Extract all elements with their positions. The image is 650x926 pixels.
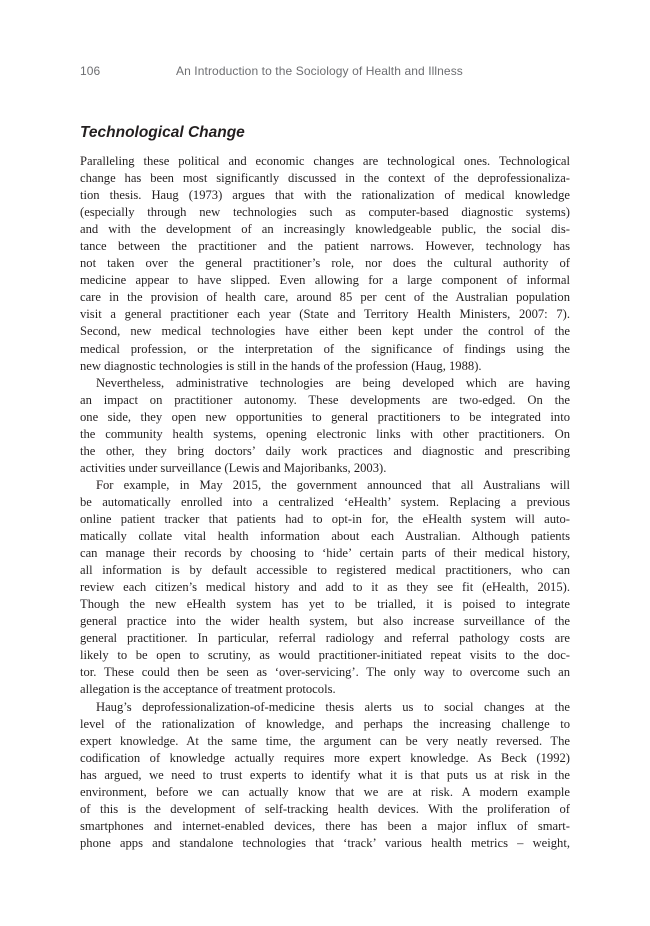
paragraph-line: of this is the development of self-tracking health devices. With the proliferation of (80, 801, 570, 816)
running-head (80, 64, 570, 82)
paragraph-line: visit a general practitioner each year (State and Territory Health Ministers, 2007: 7). (80, 307, 570, 322)
paragraph-line: care in the provision of health care, around 85 per cent of the Australian population (80, 290, 570, 305)
paragraph-line: an impact on practitioner autonomy. These developments are two-edged. On the (80, 392, 570, 407)
paragraph-line: medical profession, or the interpretation of the significance of findings using the (80, 341, 570, 356)
page-number: 106 (80, 64, 101, 78)
paragraph-1 (80, 153, 570, 375)
paragraph-line: tion thesis. Haug (1973) argues that with the rationalization of medical knowledge (80, 188, 570, 203)
paragraph-line: the other, they bring doctors’ daily work practices and diagnostic and prescribing (80, 443, 570, 458)
paragraph-line: has argued, we need to trust experts to identify what it is that puts us at risk in the (80, 767, 570, 782)
paragraph-line: Second, new medical technologies have either been kept under the control of the (80, 324, 570, 339)
paragraph-line: review each citizen’s medical history and add to it as they see fit (eHealth, 2015). (80, 580, 570, 595)
paragraph-line: can manage their records by choosing to ‘hide’ certain parts of their medical history, (80, 546, 570, 561)
paragraph-3 (80, 477, 570, 699)
paragraph-line: all information is by default accessible to registered medical practitioners, who can (80, 563, 570, 578)
paragraph-line: general practitioner. In particular, referral radiology and referral pathology costs are (80, 631, 570, 646)
paragraph-line: likely to be open to scrutiny, as would practitioner-initiated repeat visits to the doc- (80, 648, 570, 663)
paragraph-line: not taken over the general practitioner’s role, nor does the cultural authority of (80, 256, 570, 271)
paragraph-line: environment, before we can actually know that we are at risk. A modern example (80, 784, 570, 799)
book-title: An Introduction to the Sociology of Health and Illness (176, 64, 463, 78)
body-text (80, 153, 570, 852)
paragraph-2 (80, 375, 570, 477)
paragraph-4 (80, 699, 570, 852)
paragraph-line: expert knowledge. At the same time, the argument can be very neatly reversed. The (80, 733, 570, 748)
paragraph-line: matically collate vital health information about each Australian. Although patients (80, 529, 570, 544)
paragraph-line: be automatically enrolled into a centralized ‘eHealth’ system. Replacing a previous (80, 494, 570, 509)
paragraph-line: activities under surveillance (Lewis and Majoribanks, 2003). (80, 460, 387, 475)
paragraph-line: new diagnostic technologies is still in the hands of the profession (Haug, 1988). (80, 358, 482, 373)
paragraph-line: Nevertheless, administrative technologies are being developed which are having (96, 375, 570, 390)
paragraph-line: general practice into the wider health system, but also increase surveillance of the (80, 614, 570, 629)
paragraph-line: medicine appear to have slipped. Even allowing for a large component of informal (80, 273, 570, 288)
paragraph-line: tor. These could then be seen as ‘over-servicing’. The only way to overcome such an (80, 665, 570, 680)
paragraph-line: change has been most significantly discussed in the context of the deprofessionaliza- (80, 171, 570, 186)
paragraph-line: one side, they open new opportunities to general practitioners to be integrated into (80, 409, 570, 424)
paragraph-line: Paralleling these political and economic changes are technological ones. Technological (80, 154, 570, 168)
paragraph-line: For example, in May 2015, the government announced that all Australians will (96, 477, 570, 492)
paragraph-line: tance between the practitioner and the patient narrows. However, technology has (80, 239, 570, 254)
paragraph-line: level of the rationalization of knowledge, and perhaps the increasing challenge to (80, 716, 570, 731)
paragraph-line: and with the development of an increasingly knowledgeable public, the social dis- (80, 222, 570, 237)
paragraph-line: online patient tracker that patients had to opt-in for, the eHealth system will auto- (80, 511, 570, 526)
paragraph-line: the community health systems, opening electronic links with other practitioners. On (80, 426, 570, 441)
paragraph-line: (especially through new technologies such as computer-based diagnostic systems) (80, 205, 570, 220)
paragraph-line: Though the new eHealth system has yet to be trialled, it is poised to integrate (80, 597, 570, 612)
paragraph-line: smartphones and internet-enabled devices, there has been a major influx of smart- (80, 818, 570, 833)
section-heading: Technological Change (80, 124, 245, 141)
paragraph-line: allegation is the acceptance of treatment protocols. (80, 682, 336, 697)
paragraph-line: codification of knowledge actually requires more expert knowledge. As Beck (1992) (80, 750, 570, 765)
paragraph-line: Haug’s deprofessionalization-of-medicine thesis alerts us to social changes at the (96, 699, 570, 714)
paragraph-line: phone apps and standalone technologies that ‘track’ various health metrics – weight, (80, 835, 570, 850)
